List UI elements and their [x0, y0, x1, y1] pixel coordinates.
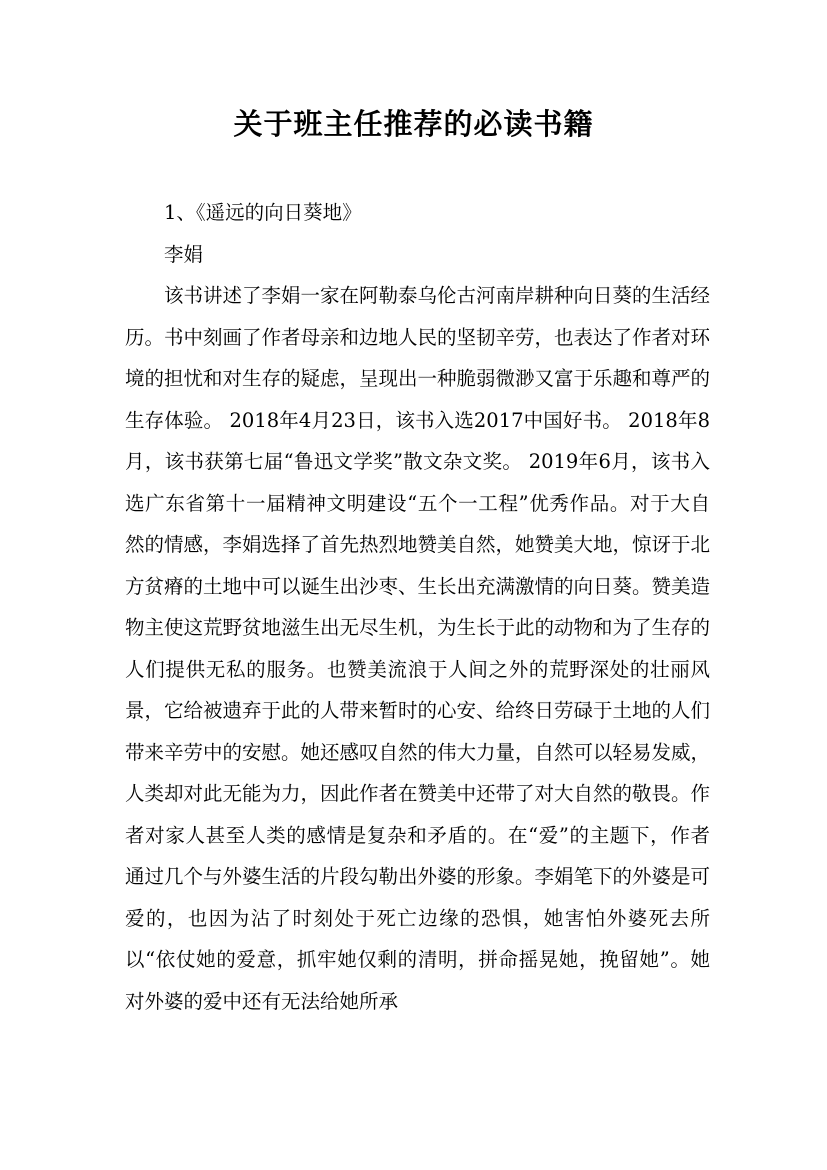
document-body: [125, 192, 710, 1022]
book-description-paragraph: 该书讲述了李娟一家在阿勒泰乌伦古河南岸耕种向日葵的生活经历。书中刻画了作者母亲和边地人民的坚韧辛劳，也表达了作者对环境的担忧和对生存的疑虑，呈现出一种脆弱微渺又富于乐趣和尊严的生存体验。 2018年4月23日，该书入选2017中国好书。 2018年8月，该书获第七届“鲁迅文学奖”散文杂文奖。 2019年6月，该书入选广东省第十一届精神文明建设“五个一工程”优秀作品。对于大自然的情感，李娟选择了首先热烈地赞美自然，她赞美大地，惊讶于北方贫瘠的土地中可以诞生出沙枣、生长出充满激情的向日葵。赞美造物主使这荒野贫地滋生出无尽生机，为生长于此的动物和为了生存的人们提供无私的服务。也赞美流浪于人间之外的荒野深处的壮丽风景，它给被遗弃于此的人带来暂时的心安、给终日劳碌于土地的人们带来辛劳中的安慰。她还感叹自然的伟大力量，自然可以轻易发威，人类却对此无能为力，因此作者在赞美中还带了对大自然的敬畏。作者对家人甚至人类的感情是复杂和矛盾的。在“爱”的主题下，作者通过几个与外婆生活的片段勾勒出外婆的形象。李娟笔下的外婆是可爱的，也因为沾了时刻处于死亡边缘的恐惧，她害怕外婆死去所以“依仗她的爱意，抓牢她仅剩的清明，拼命摇晃她，挽留她”。她对外婆的爱中还有无法给她所承: [125, 284, 711, 1013]
book-author: 李娟: [164, 242, 204, 266]
document-title: 关于班主任推荐的必读书籍: [233, 107, 594, 141]
book-heading: 1、《遥远的向日葵地》: [164, 201, 362, 224]
